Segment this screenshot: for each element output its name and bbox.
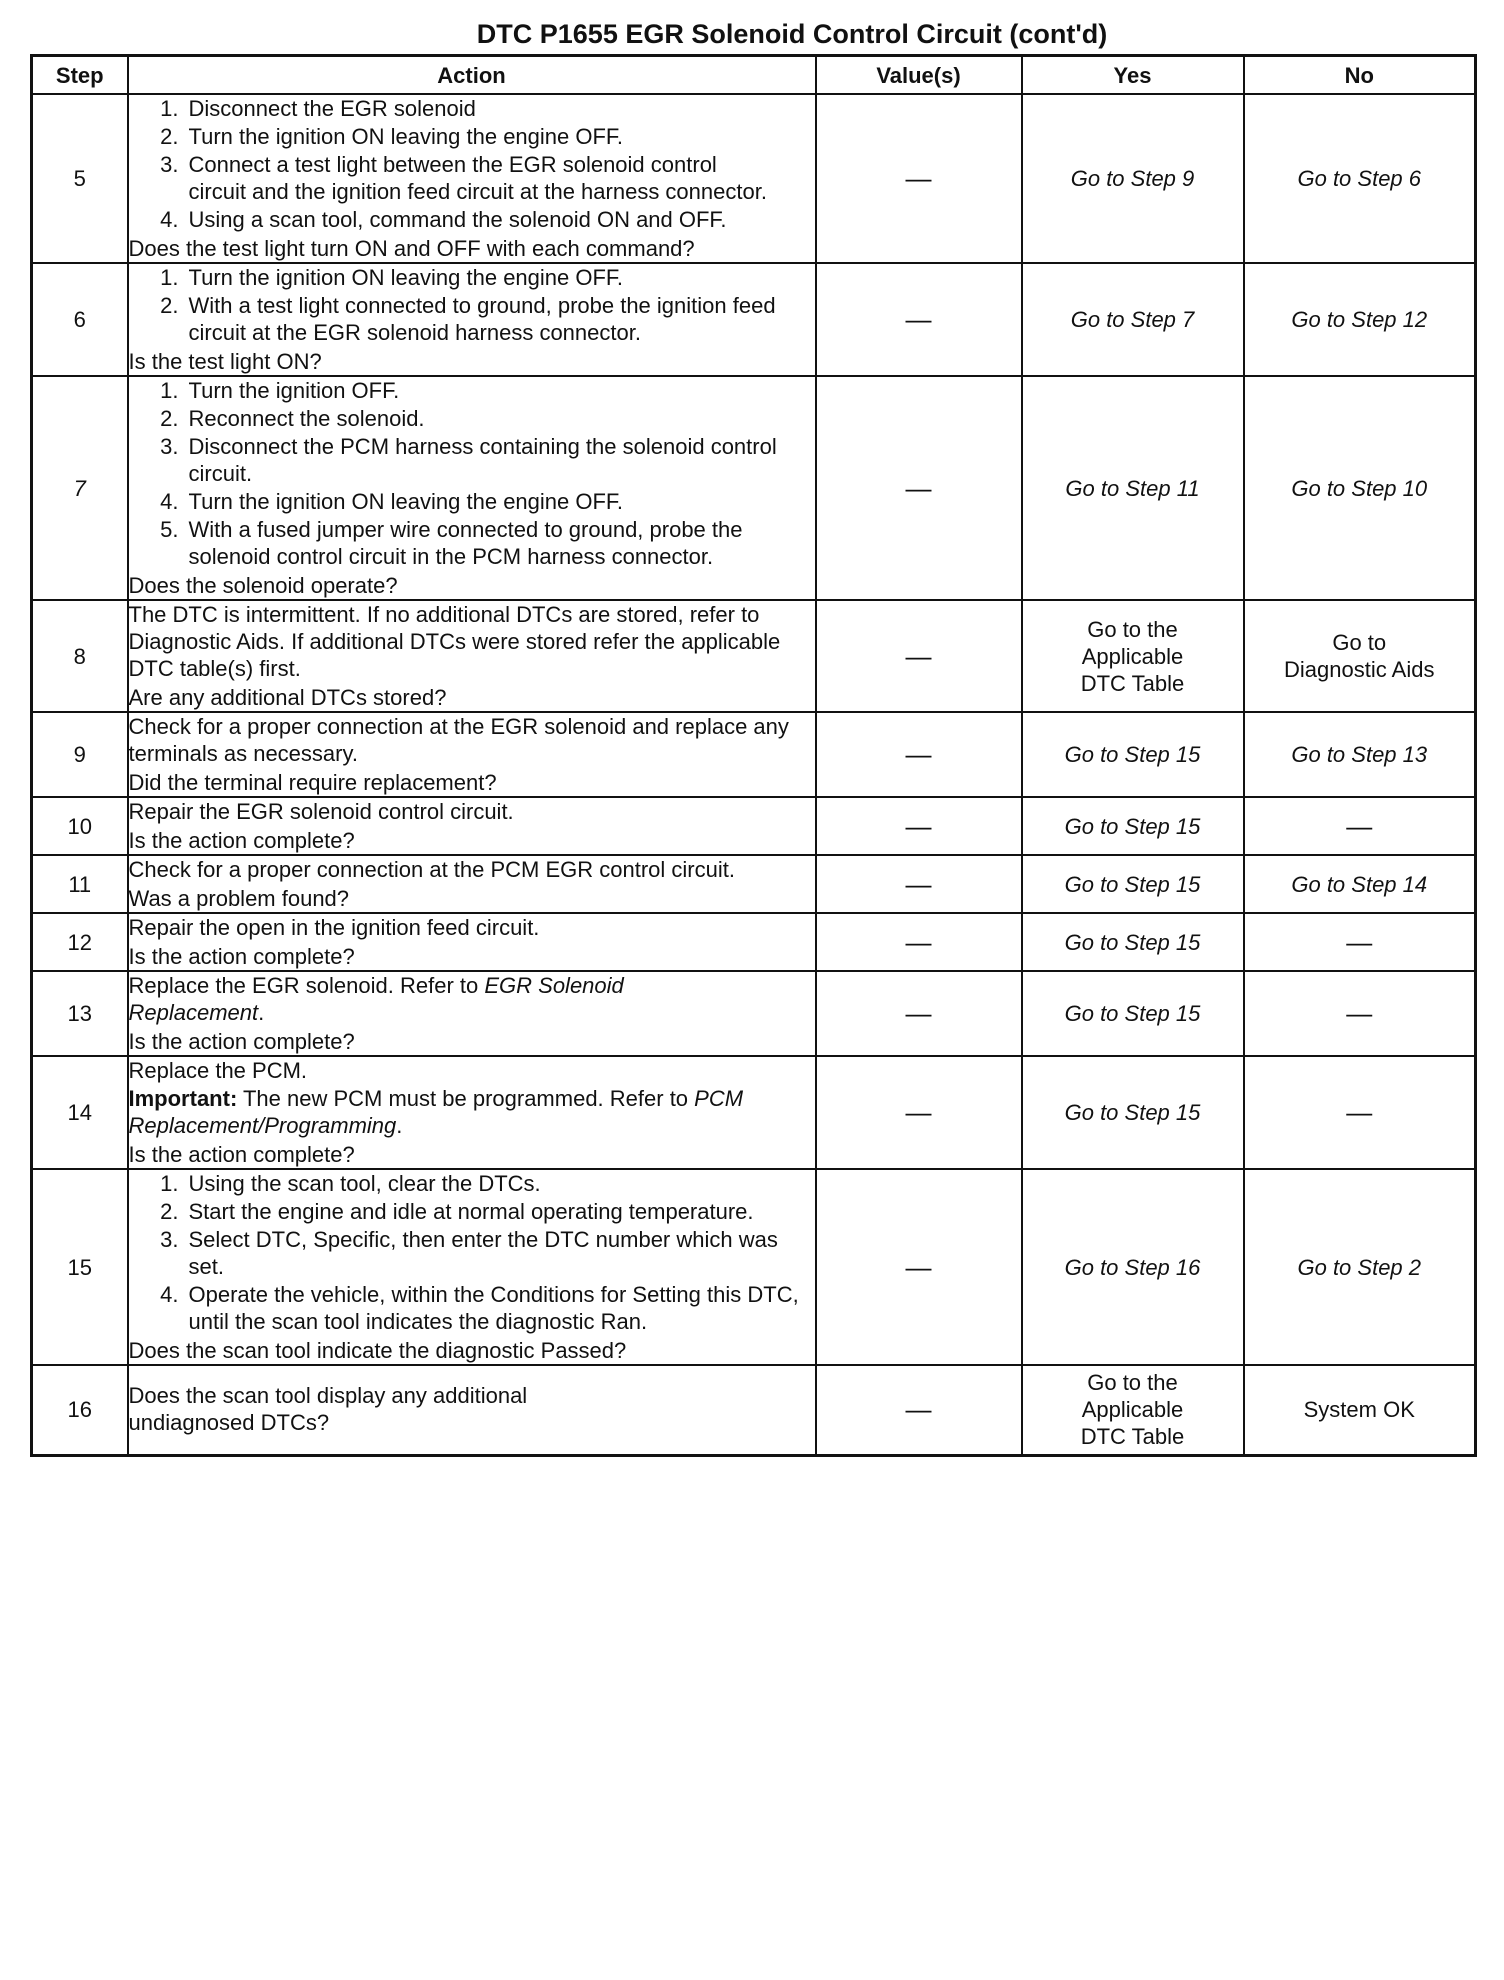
reference-link-text: PCM Replacement/Programming [128, 1086, 744, 1138]
header-values: Value(s) [816, 56, 1022, 95]
header-yes: Yes [1022, 56, 1244, 95]
yes-line: Applicable [1081, 643, 1184, 669]
no-cell: Go to Step 6 [1244, 94, 1476, 263]
step-number: 9 [32, 712, 128, 797]
list-item [129, 1198, 815, 1225]
table-row [32, 1365, 1476, 1455]
yes-cell: Go to Step 15 [1022, 971, 1244, 1056]
yes-line: DTC Table [1080, 670, 1185, 696]
value-cell: — [816, 1056, 1022, 1169]
action-cell [128, 600, 816, 712]
item-number: 3. [160, 1227, 179, 1252]
yes-cell: Go to Step 15 [1022, 797, 1244, 855]
list-item [129, 488, 815, 515]
yes-cell [1022, 1365, 1244, 1455]
action-text: Does the scan tool display any additional undiagnosed DTCs? [128, 1383, 528, 1436]
yes-cell: Go to Step 16 [1022, 1169, 1244, 1365]
table-row [32, 855, 1476, 913]
question-text: Is the test light ON? [128, 349, 322, 374]
list-item [129, 264, 815, 291]
list-item [129, 377, 815, 404]
list-item [129, 405, 815, 432]
step-number: 5 [32, 94, 128, 263]
no-line: Diagnostic Aids [1284, 657, 1435, 682]
question-text: Are any additional DTCs stored? [128, 685, 447, 710]
list-item [129, 433, 815, 487]
table-row [32, 971, 1476, 1056]
question-text: Was a problem found? [128, 886, 350, 911]
no-cell [1244, 600, 1476, 712]
question-text: Does the scan tool indicate the diagnostic Passed? [128, 1338, 627, 1363]
no-line: Go to [1332, 630, 1387, 655]
header-no: No [1244, 56, 1476, 95]
item-number: 5. [160, 517, 179, 542]
diagnostic-table [30, 54, 1477, 1457]
item-text: Turn the ignition ON leaving the engine OFF. [188, 265, 624, 290]
action-text-end: . [258, 1000, 265, 1025]
action-text [129, 972, 815, 1026]
item-text: Reconnect the solenoid. [188, 406, 425, 431]
value-cell: — [816, 1169, 1022, 1365]
item-text: With a fused jumper wire connected to ground, probe the solenoid control circuit in the PCM harness connector. [188, 517, 743, 569]
list-item [129, 206, 815, 233]
item-text: Disconnect the PCM harness containing the solenoid control circuit. [188, 434, 777, 486]
yes-cell: Go to Step 15 [1022, 712, 1244, 797]
step-number: 10 [32, 797, 128, 855]
yes-cell: Go to Step 7 [1022, 263, 1244, 376]
action-text: Check for a proper connection at the EGR solenoid and replace any terminals as necessary. [128, 714, 789, 766]
table-row [32, 797, 1476, 855]
page-title: DTC P1655 EGR Solenoid Control Circuit (cont'd) [476, 19, 1108, 49]
action-text: Repair the EGR solenoid control circuit. [128, 799, 514, 824]
value-cell: — [816, 376, 1022, 600]
action-text: Check for a proper connection at the PCM EGR control circuit. [128, 857, 735, 882]
value-cell: — [816, 1365, 1022, 1455]
table-row [32, 1169, 1476, 1365]
action-cell [128, 1365, 816, 1455]
yes-line: Applicable [1081, 1397, 1184, 1423]
item-text: Operate the vehicle, within the Conditions for Setting this DTC, until the scan tool indicates the diagnostic Ran. [188, 1282, 799, 1334]
action-text: Replace the PCM. [128, 1058, 308, 1083]
value-cell: — [816, 263, 1022, 376]
step-number: 13 [32, 971, 128, 1056]
yes-line: Go to the [1087, 1370, 1178, 1396]
item-text: Start the engine and idle at normal operating temperature. [188, 1199, 754, 1224]
item-text: With a test light connected to ground, probe the ignition feed circuit at the EGR solenoid harness connector. [188, 293, 776, 345]
step-number: 7 [32, 376, 128, 600]
question-text: Is the action complete? [128, 1029, 355, 1054]
step-number: 8 [32, 600, 128, 712]
item-number: 4. [160, 1282, 179, 1307]
item-text: Turn the ignition OFF. [188, 378, 400, 403]
no-cell: — [1244, 1056, 1476, 1169]
item-text: Disconnect the EGR solenoid [188, 96, 476, 121]
action-cell [128, 263, 816, 376]
no-cell: — [1244, 971, 1476, 1056]
list-item [129, 292, 815, 346]
no-cell: Go to Step 13 [1244, 712, 1476, 797]
no-cell: — [1244, 913, 1476, 971]
item-number: 3. [160, 434, 179, 459]
step-number: 16 [32, 1365, 128, 1455]
item-text: Using the scan tool, clear the DTCs. [188, 1171, 541, 1196]
no-cell: Go to Step 2 [1244, 1169, 1476, 1365]
table-row [32, 712, 1476, 797]
document-page [30, 14, 1474, 1457]
table-row [32, 1056, 1476, 1169]
item-number: 1. [160, 378, 179, 403]
item-text: Turn the ignition ON leaving the engine OFF. [188, 124, 624, 149]
action-cell [128, 1169, 816, 1365]
step-number: 14 [32, 1056, 128, 1169]
step-number: 11 [32, 855, 128, 913]
important-text: The new PCM must be programmed. Refer to [237, 1086, 695, 1111]
item-text: Turn the ignition ON leaving the engine OFF. [188, 489, 624, 514]
value-cell: — [816, 797, 1022, 855]
table-row [32, 376, 1476, 600]
item-text: Connect a test light between the EGR solenoid control circuit and the ignition feed circuit at the harness connector. [188, 152, 767, 204]
item-number: 4. [160, 207, 179, 232]
yes-cell: Go to Step 15 [1022, 1056, 1244, 1169]
action-cell [128, 712, 816, 797]
action-cell [128, 797, 816, 855]
table-row [32, 600, 1476, 712]
reference-link-text: EGR Solenoid Replacement [128, 973, 624, 1025]
item-number: 2. [160, 406, 179, 431]
important-note [129, 1085, 815, 1139]
step-number: 6 [32, 263, 128, 376]
value-cell: — [816, 913, 1022, 971]
action-cell [128, 971, 816, 1056]
question-text: Is the action complete? [128, 828, 355, 853]
table-row [32, 913, 1476, 971]
list-item [129, 1281, 815, 1335]
yes-cell: Go to Step 15 [1022, 855, 1244, 913]
item-number: 1. [160, 1171, 179, 1196]
item-number: 2. [160, 124, 179, 149]
list-item [129, 95, 815, 122]
table-row [32, 94, 1476, 263]
action-text-lead: Replace the EGR solenoid. Refer to [128, 973, 485, 998]
item-number: 1. [160, 96, 179, 121]
item-number: 1. [160, 265, 179, 290]
value-cell: — [816, 94, 1022, 263]
item-text: Using a scan tool, command the solenoid ON and OFF. [188, 207, 727, 232]
action-cell [128, 913, 816, 971]
action-cell [128, 376, 816, 600]
value-cell: — [816, 971, 1022, 1056]
item-number: 2. [160, 1199, 179, 1224]
action-cell [128, 1056, 816, 1169]
question-text: Does the solenoid operate? [128, 573, 398, 598]
list-item [129, 1170, 815, 1197]
header-action: Action [128, 56, 816, 95]
no-cell: Go to Step 10 [1244, 376, 1476, 600]
yes-cell [1022, 600, 1244, 712]
item-number: 2. [160, 293, 179, 318]
no-cell: Go to Step 14 [1244, 855, 1476, 913]
yes-line: Go to the [1087, 616, 1178, 642]
yes-cell: Go to Step 9 [1022, 94, 1244, 263]
item-number: 4. [160, 489, 179, 514]
table-header-row [32, 56, 1476, 95]
action-text: The DTC is intermittent. If no additional DTCs are stored, refer to Diagnostic Aids. If additional DTCs were stored refer the applicable DTC table(s) first. [128, 602, 781, 681]
action-cell [128, 855, 816, 913]
action-cell [128, 94, 816, 263]
item-text: Select DTC, Specific, then enter the DTC number which was set. [188, 1227, 778, 1279]
step-number: 15 [32, 1169, 128, 1365]
question-text: Did the terminal require replacement? [128, 770, 497, 795]
yes-cell: Go to Step 11 [1022, 376, 1244, 600]
table-row [32, 263, 1476, 376]
value-cell: — [816, 600, 1022, 712]
list-item [129, 1226, 815, 1280]
question-text: Is the action complete? [128, 944, 355, 969]
no-cell: — [1244, 797, 1476, 855]
value-cell: — [816, 712, 1022, 797]
action-text: Repair the open in the ignition feed circuit. [128, 915, 540, 940]
no-cell: System OK [1244, 1365, 1476, 1455]
value-cell: — [816, 855, 1022, 913]
list-item [129, 123, 815, 150]
list-item [129, 151, 815, 205]
question-text: Does the test light turn ON and OFF with each command? [128, 236, 695, 261]
question-text: Is the action complete? [128, 1142, 355, 1167]
important-label: Important: [128, 1086, 238, 1111]
yes-line: DTC Table [1080, 1424, 1185, 1450]
step-number: 12 [32, 913, 128, 971]
item-number: 3. [160, 152, 179, 177]
list-item [129, 516, 815, 570]
no-cell: Go to Step 12 [1244, 263, 1476, 376]
yes-cell: Go to Step 15 [1022, 913, 1244, 971]
important-end: . [396, 1113, 403, 1138]
header-step: Step [32, 56, 128, 95]
